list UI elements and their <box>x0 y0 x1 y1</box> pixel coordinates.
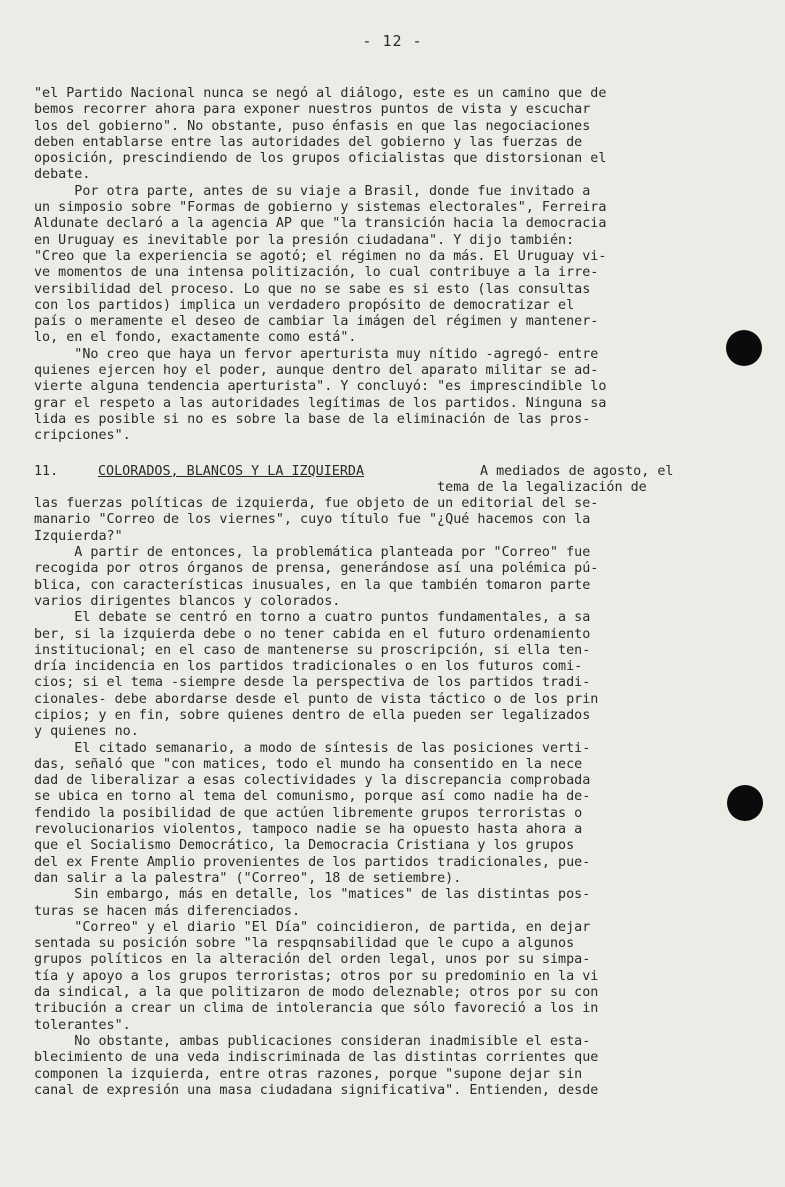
text-line: recogida por otros órganos de prensa, generándose así una polémica pú- <box>34 561 599 577</box>
text-line: Aldunate declaró a la agencia AP que "la transición hacia la democracia <box>34 216 607 232</box>
text-line: sentada su posición sobre "la respqnsabilidad que le cupo a algunos <box>34 936 575 952</box>
text-line: los del gobierno". No obstante, puso énfasis en que las negociaciones <box>34 118 591 134</box>
text-line: tema de la legalización de <box>34 479 647 495</box>
text-line: da sindical, a la que politizaron de modo deleznable; otros por su con <box>34 985 599 1001</box>
text-line: tía y apoyo a los grupos terroristas; otros por su predominio en la vi <box>34 968 599 984</box>
document-body <box>34 86 750 1099</box>
text-line: ve momentos de una intensa politización, lo cual contribuye a la irre- <box>34 265 599 281</box>
paragraph-block-top <box>34 86 750 445</box>
text-line: en Uruguay es inevitable por la presión ciudadana". Y dijo también: <box>34 232 575 248</box>
text-line: ber, si la izquierda debe o no tener cabida en el futuro ordenamiento <box>34 626 591 642</box>
text-line: versibilidad del proceso. Lo que no se sabe es si esto (las consultas <box>34 281 591 297</box>
text-line: que el Socialismo Democrático, la Democracia Cristiana y los grupos <box>34 838 575 854</box>
text-line: y quienes no. <box>34 724 139 740</box>
text-line: El citado semanario, a modo de síntesis de las posiciones verti- <box>34 740 591 756</box>
text-line: canal de expresión una masa ciudadana significativa". Entienden, desde <box>34 1082 599 1098</box>
text-line: cionales- debe abordarse desde el punto de vista táctico o de los prin <box>34 691 599 707</box>
text-line: con los partidos) implica un verdadero propósito de democratizar el <box>34 297 575 313</box>
text-line: quienes ejercen hoy el poder, aunque dentro del aparato militar se ad- <box>34 363 599 379</box>
paragraph-block-bottom <box>34 480 750 1099</box>
text-line: vierte alguna tendencia aperturista". Y concluyó: "es imprescindible lo <box>34 379 607 395</box>
section-heading <box>34 464 750 480</box>
section-gap <box>34 445 750 464</box>
text-line: blecimiento de una veda indiscriminada de las distintas corrientes que <box>34 1050 599 1066</box>
text-line: Izquierda?" <box>34 528 123 544</box>
text-line: "Correo" y el diario "El Día" coincidieron, de partida, en dejar <box>34 919 591 935</box>
text-line: componen la izquierda, entre otras razones, porque "supone dejar sin <box>34 1066 583 1082</box>
text-line: "No creo que haya un fervor aperturista muy nítido -agregó- entre <box>34 346 599 362</box>
text-line: cios; si el tema -siempre desde la perspectiva de los partidos tradi- <box>34 675 591 691</box>
text-line: El debate se centró en torno a cuatro puntos fundamentales, a sa <box>34 610 591 626</box>
text-line: fendido la posibilidad de que actúen libremente grupos terroristas o <box>34 805 583 821</box>
text-line: revolucionarios violentos, tampoco nadie se ha opuesto hasta ahora a <box>34 822 583 838</box>
section-title: COLORADOS, BLANCOS Y LA IZQUIERDA <box>98 463 365 479</box>
text-line: varios dirigentes blancos y colorados. <box>34 593 341 609</box>
section-lead-text: A mediados de agosto, el <box>480 463 674 479</box>
text-line: deben entablarse entre las autoridades del gobierno y las fuerzas de <box>34 134 583 150</box>
text-line: tribución a crear un clima de intolerancia que sólo favoreció a los in <box>34 1001 599 1017</box>
text-line: manario "Correo de los viernes", cuyo título fue "¿Qué hacemos con la <box>34 512 591 528</box>
binder-hole-top <box>726 330 762 366</box>
text-line: del ex Frente Amplio provenientes de los partidos tradicionales, pue- <box>34 854 591 870</box>
text-line: lida es posible si no es sobre la base de la eliminación de las pros- <box>34 411 591 427</box>
text-line: dad de liberalizar a esas colectividades y la discrepancia comprobada <box>34 773 591 789</box>
section-number: 11. <box>34 463 59 479</box>
text-line: bemos recorrer ahora para exponer nuestros puntos de vista y escuchar <box>34 102 591 118</box>
text-line: las fuerzas políticas de izquierda, fue objeto de un editorial del se- <box>34 496 599 512</box>
text-line: grupos políticos en la alteración del orden legal, unos por su simpa- <box>34 952 591 968</box>
text-line: No obstante, ambas publicaciones consideran inadmisible el esta- <box>34 1033 591 1049</box>
binder-hole-bottom <box>727 785 763 821</box>
text-line: dan salir a la palestra" ("Correo", 18 de setiembre). <box>34 870 462 886</box>
text-line: A partir de entonces, la problemática planteada por "Correo" fue <box>34 545 591 561</box>
text-line: Por otra parte, antes de su viaje a Brasil, donde fue invitado a <box>34 183 591 199</box>
text-line: turas se hacen más diferenciados. <box>34 903 301 919</box>
text-line: grar el respeto a las autoridades legítimas de los partidos. Ninguna sa <box>34 395 607 411</box>
page-number: - 12 - <box>362 32 423 50</box>
text-line: tolerantes". <box>34 1017 131 1033</box>
text-line: país o meramente el deseo de cambiar la imágen del régimen y mantener- <box>34 314 599 330</box>
text-line: blica, con características inusuales, en la que también tomaron parte <box>34 577 591 593</box>
text-line: dría incidencia en los partidos tradicionales o en los futuros comi- <box>34 659 583 675</box>
text-line: Sin embargo, más en detalle, los "matices" de las distintas pos- <box>34 887 591 903</box>
text-line: cipios; y en fin, sobre quienes dentro de ella pueden ser legalizados <box>34 707 591 723</box>
text-line: lo, en el fondo, exactamente como está". <box>34 330 357 346</box>
text-line: "el Partido Nacional nunca se negó al diálogo, este es un camino que de <box>34 86 607 101</box>
text-line: "Creo que la experiencia se agotó; el régimen no da más. El Uruguay vi- <box>34 248 607 264</box>
text-line: debate. <box>34 167 91 183</box>
text-line: das, señaló que "con matices, todo el mundo ha consentido en la nece <box>34 756 583 772</box>
text-line: cripciones". <box>34 428 131 444</box>
text-line: institucional; en el caso de mantenerse su proscripción, si ella ten- <box>34 642 591 658</box>
text-line: se ubica en torno al tema del comunismo, porque así como nadie ha de- <box>34 789 591 805</box>
text-line: un simposio sobre "Formas de gobierno y sistemas electorales", Ferreira <box>34 200 607 216</box>
text-line: oposición, prescindiendo de los grupos oficialistas que distorsionan el <box>34 151 607 167</box>
